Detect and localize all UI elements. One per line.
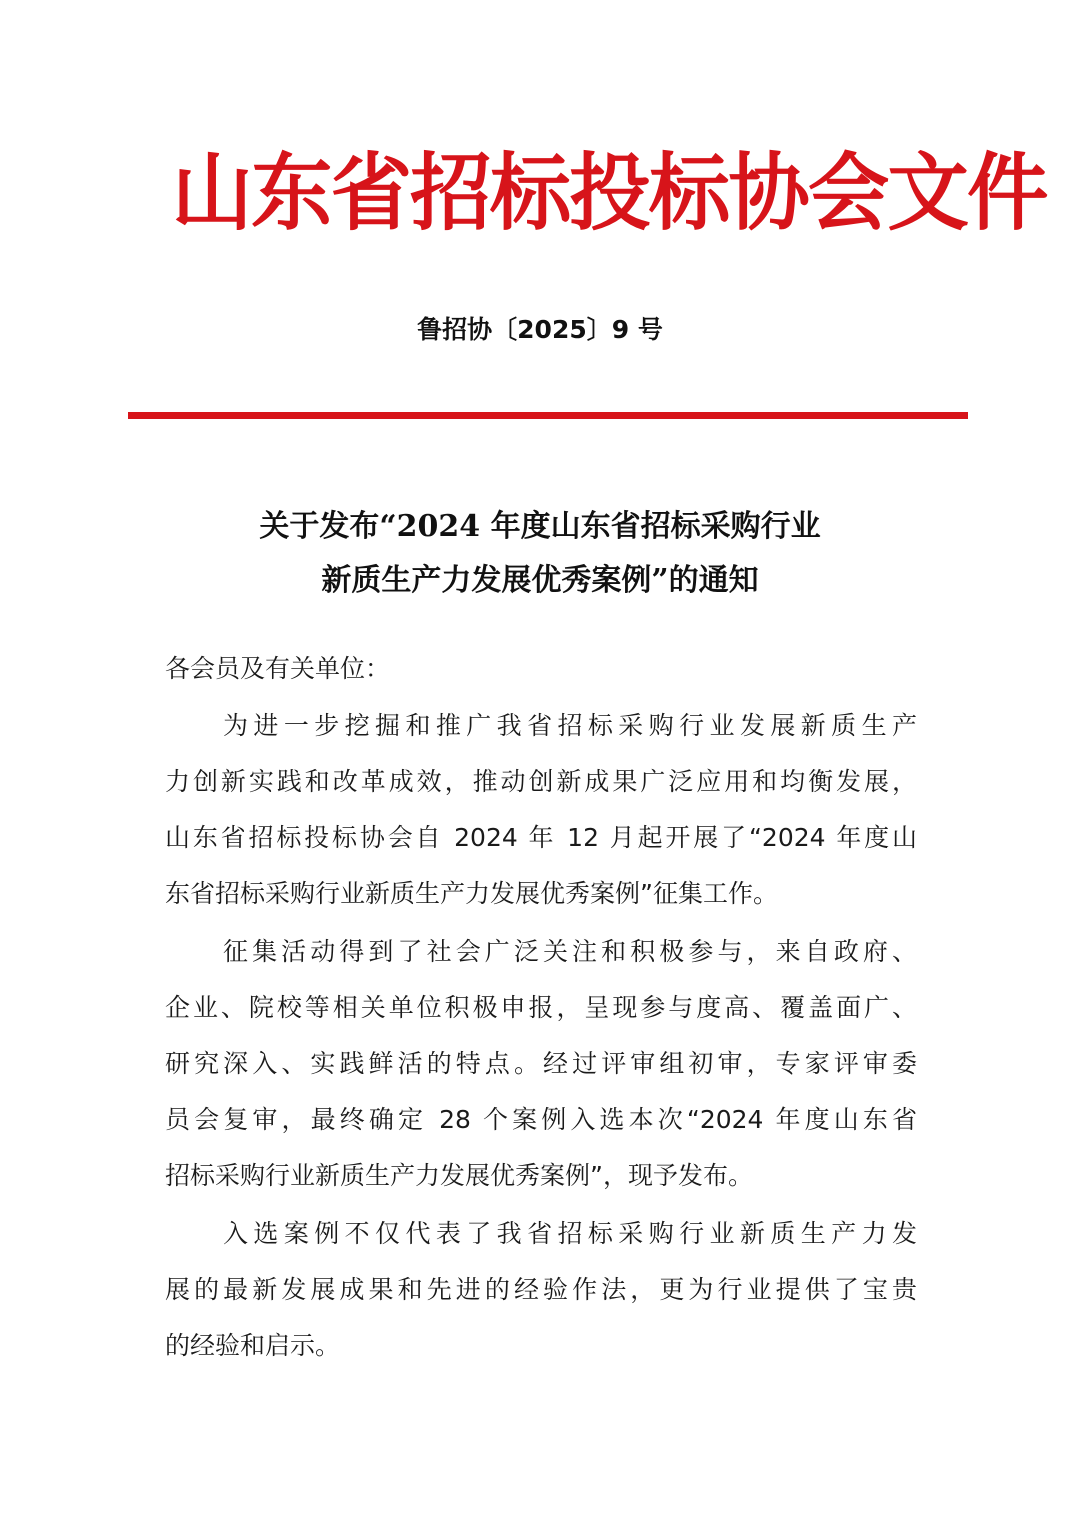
paragraph-line: 征集活动得到了社会广泛关注和积极参与，来自政府、 [223, 937, 917, 966]
notice-title-line-1: 关于发布“2024 年度山东省招标采购行业 [259, 509, 821, 544]
document-number: 鲁招协〔2025〕9 号 [417, 315, 663, 344]
paragraph-line: 研究深入、实践鲜活的特点。经过评审组初审，专家评审委 [165, 1049, 917, 1078]
paragraph-line: 山东省招标投标协会自 2024 年 12 月起开展了“2024 年度山 [165, 823, 917, 852]
paragraph-line: 东省招标采购行业新质生产力发展优秀案例”征集工作。 [165, 879, 778, 908]
paragraph-line: 的经验和启示。 [165, 1331, 341, 1360]
paragraph-2 [165, 924, 917, 1204]
paragraph-1 [165, 698, 917, 922]
masthead-title: 山东省招标投标协会文件 [171, 143, 1047, 242]
paragraph-3 [165, 1206, 917, 1374]
paragraph-line: 入选案例不仅代表了我省招标采购行业新质生产力发 [223, 1219, 917, 1248]
paragraph-line: 力创新实践和改革成效，推动创新成果广泛应用和均衡发展， [165, 767, 917, 796]
salutation: 各会员及有关单位： [165, 654, 391, 683]
notice-title [0, 500, 1080, 608]
paragraph-line: 展的最新发展成果和先进的经验作法，更为行业提供了宝贵 [165, 1275, 917, 1304]
paragraph-line: 为进一步挖掘和推广我省招标采购行业发展新质生产 [223, 711, 917, 740]
paragraph-line: 企业、院校等相关单位积极申报，呈现参与度高、覆盖面广、 [165, 993, 917, 1022]
notice-title-line-2: 新质生产力发展优秀案例”的通知 [321, 563, 759, 598]
red-divider-rule [128, 412, 968, 419]
paragraph-line: 招标采购行业新质生产力发展优秀案例”，现予发布。 [165, 1161, 753, 1190]
paragraph-line: 员会复审，最终确定 28 个案例入选本次“2024 年度山东省 [165, 1105, 917, 1134]
